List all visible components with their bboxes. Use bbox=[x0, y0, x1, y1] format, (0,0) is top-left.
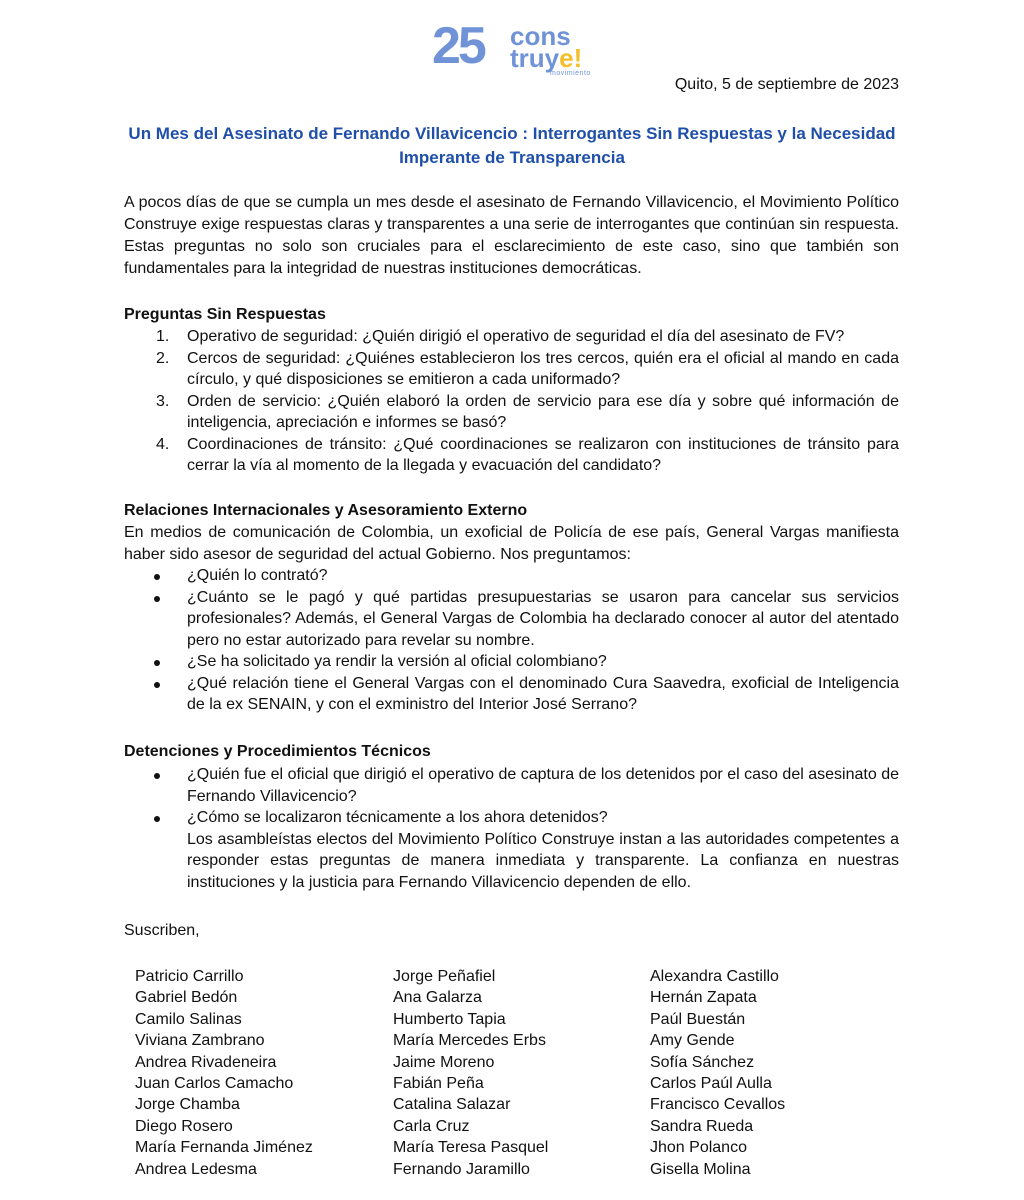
bullet-icon bbox=[154, 816, 160, 822]
logo-word-line2: truye! bbox=[510, 43, 583, 73]
signatory-name: Andrea Rivadeneira bbox=[135, 1053, 277, 1071]
relaciones-list bbox=[124, 565, 899, 716]
bullet-icon bbox=[154, 773, 160, 779]
logo-subtext: movimiento bbox=[550, 70, 591, 77]
bullet-icon bbox=[154, 682, 160, 688]
logo-number: 25 bbox=[432, 17, 484, 75]
list-item: 3. Orden de servicio: ¿Quién elaboró la orden de servicio para ese día y sobre qué información de inteligencia, apreciación e informes se basó? bbox=[156, 392, 899, 431]
detenciones-list bbox=[124, 764, 899, 893]
section-heading-detenciones: Detenciones y Procedimientos Técnicos bbox=[124, 743, 431, 760]
signatories-column-2 bbox=[393, 966, 548, 1180]
signatory-name: Fernando Jaramillo bbox=[393, 1160, 530, 1178]
section-heading-preguntas: Preguntas Sin Respuestas bbox=[124, 306, 326, 323]
construye-logo bbox=[432, 17, 632, 77]
list-item: 2. Cercos de seguridad: ¿Quiénes establecieron los tres cercos, quién era el oficial al mando en cada círculo, y qué disposiciones se emitieron a cada uniformado? bbox=[156, 349, 899, 388]
list-item: 4. Coordinaciones de tránsito: ¿Qué coordinaciones se realizaron con instituciones de tránsito para cerrar la vía al momento de la llegada y evacuación del candidato? bbox=[156, 435, 899, 474]
signatory-name: María Mercedes Erbs bbox=[393, 1032, 546, 1050]
signatory-name: Catalina Salazar bbox=[393, 1096, 511, 1114]
bullet-icon bbox=[154, 574, 160, 580]
signatory-name: María Teresa Pasquel bbox=[393, 1139, 549, 1157]
signatory-name: Jhon Polanco bbox=[650, 1139, 747, 1157]
suscriben-label: Suscriben, bbox=[124, 922, 200, 939]
document-title: Un Mes del Asesinato de Fernando Villavicencio : Interrogantes Sin Respuestas y la Necesidad Imperante de Transparencia bbox=[128, 124, 896, 167]
signatory-name: Fabián Peña bbox=[393, 1075, 484, 1093]
signatory-name: Viviana Zambrano bbox=[135, 1032, 265, 1050]
signatory-name: Francisco Cevallos bbox=[650, 1096, 786, 1114]
logo-word-line1: cons bbox=[510, 21, 571, 51]
document-date: Quito, 5 de septiembre de 2023 bbox=[674, 76, 899, 93]
logo-word-end: e! bbox=[559, 43, 583, 73]
list-item: ¿Cuánto se le pagó y qué partidas presupuestarias se usaron para cancelar sus servicios profesionales? Además, el General Vargas de Colombia ha declarado conocer al autor del atentado pero no estar autorizado para revelar su nombre. bbox=[124, 587, 899, 652]
list-item: ¿Quién fue el oficial que dirigió el operativo de captura de los detenidos por el caso del asesinato de Fernando Villavicencio? bbox=[124, 764, 899, 807]
signatory-name: Carla Cruz bbox=[393, 1117, 470, 1135]
list-item: ¿Se ha solicitado ya rendir la versión al oficial colombiano? bbox=[124, 651, 899, 673]
signatory-name: Patricio Carrillo bbox=[135, 968, 244, 985]
signatory-name: Gabriel Bedón bbox=[135, 989, 238, 1007]
signatory-name: Gisella Molina bbox=[650, 1160, 751, 1178]
section-heading-relaciones: Relaciones Internacionales y Asesoramiento Externo bbox=[124, 502, 528, 519]
signatories-column-1 bbox=[135, 966, 313, 1180]
list-item: ¿Qué relación tiene el General Vargas con el denominado Cura Saavedra, exoficial de Inteligencia de la ex SENAIN, y con el exministro del Interior José Serrano? bbox=[124, 673, 899, 716]
closing-paragraph: Los asambleístas electos del Movimiento Político Construye instan a las autoridades competentes a responder estas preguntas de manera inmediata y transparente. La confianza en nuestras instituciones y la justicia para Fernando Villavicencio dependen de ello. bbox=[187, 830, 899, 891]
list-item: ¿Cómo se localizaron técnicamente a los ahora detenidos? Los asambleístas electos del Movimiento Político Construye instan a las autoridades competentes a responder estas preguntas de manera inmediata y transparente. La confianza en nuestras instituciones y la justicia para Fernando Villavicencio dependen de ello. bbox=[124, 807, 899, 893]
signatory-name: Paúl Buestán bbox=[650, 1010, 746, 1028]
signatory-name: Diego Rosero bbox=[135, 1117, 233, 1135]
signatory-name: Jaime Moreno bbox=[393, 1053, 495, 1071]
signatory-name: Ana Galarza bbox=[393, 989, 482, 1007]
signatory-name: Camilo Salinas bbox=[135, 1010, 242, 1028]
signatory-name: Sofía Sánchez bbox=[650, 1053, 755, 1071]
intro-paragraph: A pocos días de que se cumpla un mes desde el asesinato de Fernando Villavicencio, el Movimiento Político Construye exige respuestas claras y transparentes a una serie de interrogantes que continúan sin respuesta. Estas preguntas no solo son cruciales para el esclarecimiento de este caso, sino que también son fundamentales para la integridad de nuestras instituciones democráticas. bbox=[124, 194, 899, 277]
signatory-name: Jorge Peñafiel bbox=[393, 968, 496, 985]
signatory-name: Jorge Chamba bbox=[135, 1096, 240, 1114]
bullet-icon bbox=[154, 660, 160, 666]
signatory-name: Juan Carlos Camacho bbox=[135, 1075, 294, 1093]
signatory-name: Andrea Ledesma bbox=[135, 1160, 257, 1178]
signatory-name: Alexandra Castillo bbox=[650, 968, 779, 985]
signatory-name: María Fernanda Jiménez bbox=[135, 1139, 313, 1157]
list-item: 1. Operativo de seguridad: ¿Quién dirigió el operativo de seguridad el día del asesinato de FV? bbox=[156, 328, 845, 345]
signatory-name: Sandra Rueda bbox=[650, 1117, 754, 1135]
signatory-name: Hernán Zapata bbox=[650, 989, 757, 1007]
signatory-name: Humberto Tapia bbox=[393, 1010, 506, 1028]
relaciones-intro: En medios de comunicación de Colombia, un exoficial de Policía de ese país, General Vargas manifiesta haber sido asesor de seguridad del actual Gobierno. Nos preguntamos: bbox=[124, 524, 899, 563]
list-item: ¿Quién lo contrató? bbox=[124, 565, 899, 587]
signatory-name: Carlos Paúl Aulla bbox=[650, 1075, 772, 1093]
signatories-column-3 bbox=[650, 966, 785, 1180]
bullet-icon bbox=[154, 596, 160, 602]
signatory-name: Amy Gende bbox=[650, 1032, 735, 1050]
questions-list bbox=[124, 326, 899, 477]
